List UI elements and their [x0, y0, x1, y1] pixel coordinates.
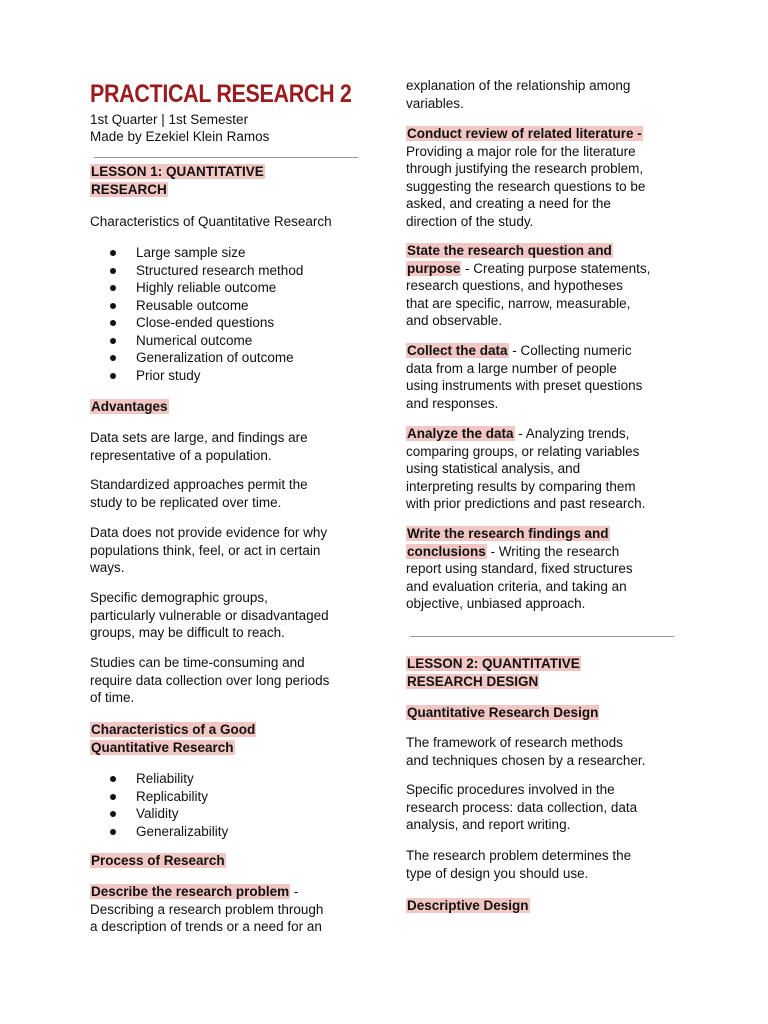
lesson1-heading [90, 163, 265, 199]
design-paragraph: Specific procedures involved in the research process: data collection, data analysis, and report writing. [406, 782, 638, 832]
good-research-list [90, 770, 228, 840]
bullet-icon [110, 303, 116, 309]
subtitle-author: Made by Ezekiel Klein Ramos [90, 129, 270, 144]
list-item: Reliability [90, 770, 228, 788]
continued-paragraph: explanation of the relationship among variables. [406, 78, 631, 111]
advantage-paragraph: Standardized approaches permit the study to be replicated over time. [90, 477, 308, 510]
collect-data: Collect the data - Collecting numeric data from a large number of people using instruments with preset questions and responses. [406, 343, 643, 411]
characteristics-list [90, 244, 303, 384]
bullet-icon [110, 320, 116, 326]
advantage-paragraph: Data sets are large, and findings are representative of a population. [90, 430, 308, 463]
advantage-paragraph: Studies can be time-consuming and require data collection over long periods of time. [90, 655, 330, 705]
page-title: PRACTICAL RESEARCH 2 [90, 80, 352, 108]
process-heading: Process of Research [91, 853, 225, 868]
list-item: Large sample size [90, 244, 303, 262]
subtitle-quarter: 1st Quarter | 1st Semester [90, 112, 249, 127]
review-literature-heading: Conduct review of related literature - [407, 126, 642, 141]
list-item: Prior study [90, 367, 303, 385]
lesson1-heading-line2: RESEARCH [91, 182, 167, 197]
bullet-icon [110, 285, 116, 291]
review-literature: Conduct review of related literature - Providing a major role for the literature through justifying the research problem, suggesting the research questions to be asked, and creating a need for the direction of the study. [406, 126, 646, 229]
advantage-paragraph: Data does not provide evidence for why populations think, feel, or act in certain ways. [90, 525, 328, 575]
bullet-icon [110, 250, 116, 256]
list-item: Numerical outcome [90, 332, 303, 350]
analyze-data-heading: Analyze the data [407, 426, 514, 441]
good-research-heading: Characteristics of a Good Quantitative Research [91, 722, 256, 755]
lesson2-heading: LESSON 2: QUANTITATIVE RESEARCH DESIGN [407, 656, 580, 689]
list-item: Validity [90, 805, 228, 823]
bullet-icon [110, 776, 116, 782]
describe-problem: Describe the research problem - Describing a research problem through a description of trends or a need for an [90, 884, 324, 934]
design-paragraph: The framework of research methods and techniques chosen by a researcher. [406, 735, 646, 768]
advantages-heading-text: Advantages [91, 399, 168, 414]
list-item: Close-ended questions [90, 314, 303, 332]
advantages-heading [90, 398, 169, 416]
divider [94, 157, 358, 158]
lesson1-heading-line1: LESSON 1: QUANTITATIVE [91, 164, 264, 179]
list-item: Structured research method [90, 262, 303, 280]
describe-problem-heading: Describe the research problem [91, 884, 290, 899]
list-item: Generalizability [90, 823, 228, 841]
list-item: Generalization of outcome [90, 349, 303, 367]
bullet-icon [110, 794, 116, 800]
state-question-heading: State the research question and [407, 243, 612, 258]
bullet-icon [110, 355, 116, 361]
list-item: Reusable outcome [90, 297, 303, 315]
list-item: Highly reliable outcome [90, 279, 303, 297]
state-question: State the research question and purpose - Creating purpose statements, research questions, and hypotheses that are specific, narrow, measurable, and observable. [406, 243, 651, 328]
write-findings: Write the research findings and conclusions - Writing the research report using standard, fixed structures and evaluation criteria, and taking an objective, unbiased approach. [406, 526, 633, 611]
advantage-paragraph: Specific demographic groups, particularly vulnerable or disadvantaged groups, may be difficult to reach. [90, 590, 329, 640]
design-paragraph: The research problem determines the type of design you should use. [406, 848, 632, 881]
bullet-icon [110, 829, 116, 835]
collect-data-heading: Collect the data [407, 343, 508, 358]
list-item: Replicability [90, 788, 228, 806]
design-heading: Quantitative Research Design [407, 705, 599, 720]
bullet-icon [110, 268, 116, 274]
characteristics-title: Characteristics of Quantitative Research [90, 214, 332, 229]
bullet-icon [110, 373, 116, 379]
descriptive-design-heading: Descriptive Design [407, 898, 529, 913]
analyze-data: Analyze the data - Analyzing trends, comparing groups, or relating variables using statistical analysis, and interpreting results by comparing them with prior predictions and past research. [406, 426, 646, 511]
write-findings-heading: Write the research findings and [407, 526, 609, 541]
bullet-icon [110, 811, 116, 817]
divider [410, 636, 674, 637]
bullet-icon [110, 338, 116, 344]
